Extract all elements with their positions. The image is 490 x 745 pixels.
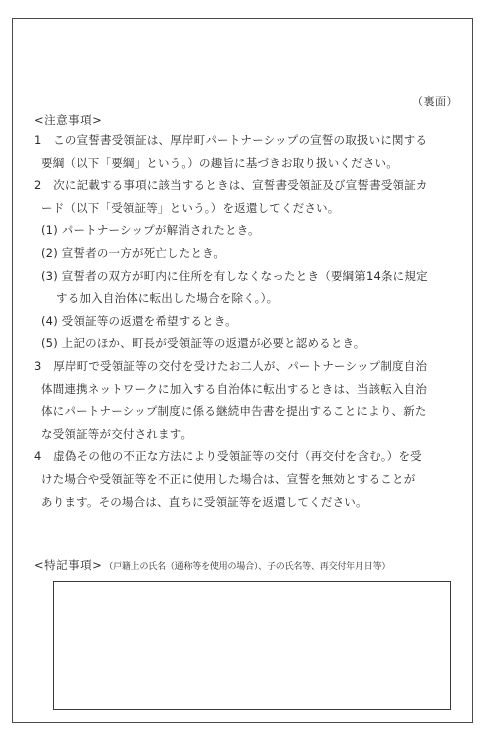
note-line: (3) 宣誓者の双方が町内に住所を有しなくなったとき（要綱第14条に規定 — [41, 268, 428, 283]
note-line: (1) パートナーシップが解消されたとき。 — [41, 223, 260, 238]
special-notes-box — [53, 581, 451, 710]
page-side-label: （裏面） — [412, 95, 458, 108]
document-page — [12, 18, 473, 723]
note-line: (4) 受領証等の返還を希望するとき。 — [41, 313, 237, 328]
note-line: (2) 宣誓者の一方が死亡したとき。 — [41, 245, 226, 260]
notes-list — [34, 129, 464, 513]
note-line: な受領証等が交付されます。 — [41, 426, 193, 441]
notes-heading: <注意事項> — [34, 113, 103, 127]
special-notes-heading: <特記事項> — [34, 558, 103, 572]
note-line: 1 この宣誓書受領証は、厚岸町パートナーシップの宣誓の取扱いに関する — [34, 133, 428, 147]
note-line: あります。その場合は、直ちに受領証等を返還してください。 — [41, 494, 368, 509]
note-line: 4 虚偽その他の不正な方法により受領証等の交付（再交付を含む。）を受 — [34, 449, 422, 464]
note-line: 3 厚岸町で受領証等の交付を受けたお二人が、パートナーシップ制度自治 — [34, 358, 428, 373]
special-notes-instructions: （戸籍上の氏名（通称等を使用の場合）、子の氏名等、再交付年月日等） — [104, 562, 391, 572]
note-line: ード（以下「受領証等」という。）を返還してください。 — [41, 200, 340, 215]
note-line: けた場合や受領証等を不正に使用した場合は、宣誓を無効とすることが — [41, 471, 416, 486]
note-line: (5) 上記のほか、町長が受領証等の返還が必要と認めるとき。 — [41, 336, 366, 351]
note-line: 体にパートナーシップ制度に係る継続申告書を提出することにより、新た — [41, 404, 427, 419]
note-line: する加入自治体に転出した場合を除く。）。 — [56, 291, 279, 306]
note-line: 要綱（以下「要綱」という。）の趣旨に基づきお取り扱いください。 — [41, 155, 398, 170]
special-notes-row — [34, 554, 390, 573]
note-line: 体間連携ネットワークに加入する自治体に転出するときは、当該転入自治 — [41, 381, 428, 396]
note-line: 2 次に記載する事項に該当するときは、宣誓書受領証及び宣誓書受領証カ — [34, 178, 428, 193]
